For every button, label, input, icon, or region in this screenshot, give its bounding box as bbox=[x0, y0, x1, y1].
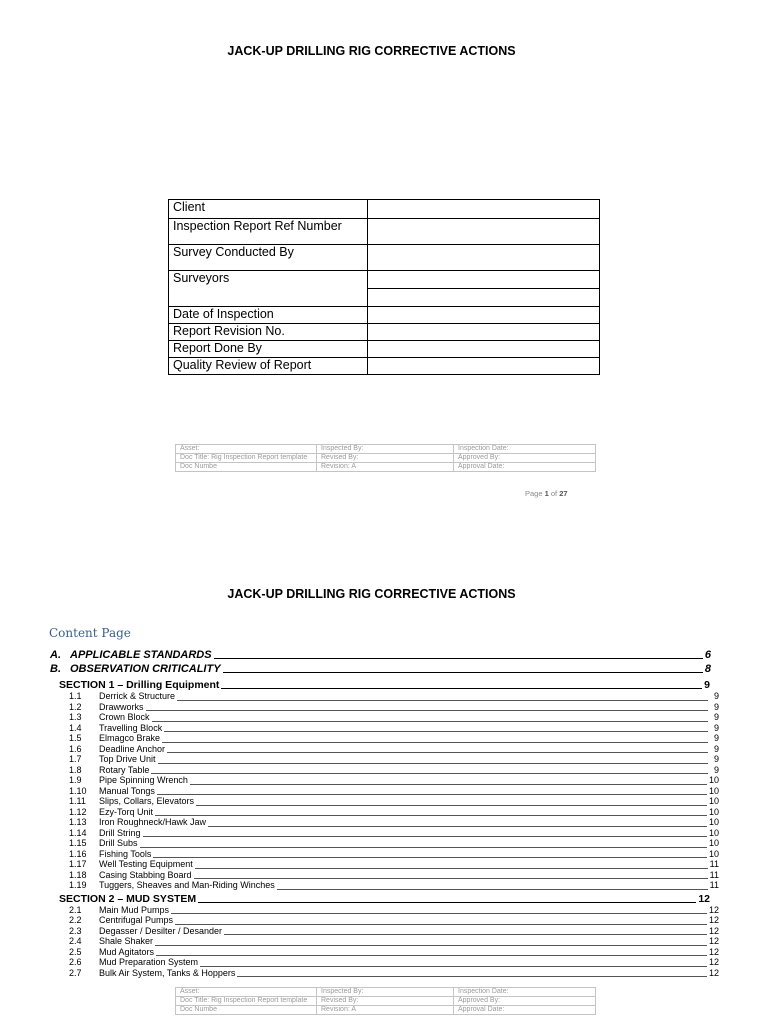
dot-leader bbox=[158, 763, 708, 764]
inspected-by-cell: Inspected By: bbox=[317, 445, 454, 454]
dot-leader bbox=[143, 836, 707, 837]
toc-item-label: Bulk Air System, Tanks & Hoppers bbox=[99, 967, 236, 978]
toc-page-number: 9 bbox=[713, 764, 719, 775]
toc-item-label: Drill Subs bbox=[99, 838, 138, 848]
asset-cell: Asset: bbox=[176, 445, 317, 454]
table-row bbox=[176, 445, 596, 454]
toc-list-item[interactable] bbox=[69, 775, 719, 786]
toc-page-number: 11 bbox=[709, 869, 719, 880]
toc-item-label: Centrifugal Pumps bbox=[99, 915, 174, 925]
toc-item-label: Casing Stabbing Board bbox=[99, 869, 192, 880]
dot-leader bbox=[194, 878, 708, 879]
report-done-by-value[interactable] bbox=[368, 341, 600, 358]
dot-leader bbox=[175, 924, 707, 925]
toc-item-number: 1.10 bbox=[69, 785, 87, 796]
table-row bbox=[169, 200, 600, 219]
toc-page-number: 9 bbox=[713, 743, 719, 754]
table-row bbox=[169, 341, 600, 358]
toc-page-number: 6 bbox=[704, 649, 711, 661]
toc-item-number: 1.19 bbox=[69, 880, 87, 890]
content-heading: Content Page bbox=[49, 626, 131, 640]
dot-leader bbox=[171, 913, 707, 914]
dot-leader bbox=[153, 857, 707, 858]
ref-number-value[interactable] bbox=[368, 219, 600, 245]
table-row bbox=[169, 307, 600, 324]
dot-leader bbox=[156, 955, 707, 956]
toc-item-number: 1.18 bbox=[69, 869, 87, 880]
date-of-inspection-label: Date of Inspection bbox=[169, 307, 368, 324]
doc-title-cell: Doc Title: Rig Inspection Report template bbox=[176, 997, 317, 1006]
approved-by-cell: Approved By: bbox=[454, 997, 596, 1006]
dot-leader bbox=[167, 752, 708, 753]
toc-item-number: 2.7 bbox=[69, 967, 82, 978]
dot-leader bbox=[223, 672, 703, 673]
toc-item-label: Rotary Table bbox=[99, 764, 150, 775]
toc-page-number: 12 bbox=[708, 915, 719, 925]
toc-section-section1[interactable] bbox=[59, 678, 710, 691]
doc-number-cell: Doc Numbe bbox=[176, 463, 317, 472]
dot-leader bbox=[162, 742, 708, 743]
dot-leader bbox=[177, 700, 708, 701]
toc-item-label: Well Testing Equipment bbox=[99, 859, 193, 869]
revision-cell: Revision: A bbox=[317, 1006, 454, 1015]
toc-page-number: 10 bbox=[708, 796, 719, 806]
quality-review-value[interactable] bbox=[368, 358, 600, 375]
toc-list-item[interactable] bbox=[69, 870, 719, 881]
revision-value[interactable] bbox=[368, 324, 600, 341]
document-footer-table bbox=[175, 444, 596, 472]
dot-leader bbox=[214, 658, 703, 659]
toc-list-item[interactable] bbox=[69, 880, 719, 891]
toc-item-label: Pipe Spinning Wrench bbox=[99, 775, 188, 785]
surveyors-value-2[interactable] bbox=[368, 289, 600, 307]
toc-item-label: Iron Roughneck/Hawk Jaw bbox=[99, 817, 207, 827]
toc-page-number: 9 bbox=[713, 701, 719, 712]
toc-item-number: 1.12 bbox=[69, 806, 87, 817]
dot-leader bbox=[200, 966, 707, 967]
toc-list-item[interactable] bbox=[69, 915, 719, 926]
toc-list-item[interactable] bbox=[69, 859, 719, 870]
toc-item-number: 1.8 bbox=[69, 764, 82, 775]
survey-conducted-value[interactable] bbox=[368, 245, 600, 271]
asset-cell: Asset: bbox=[176, 988, 317, 997]
toc-page-number: 12 bbox=[708, 967, 719, 978]
approval-date-cell: Approval Date: bbox=[454, 1006, 596, 1015]
survey-conducted-label: Survey Conducted By bbox=[169, 245, 368, 271]
toc-item-label: Manual Tongs bbox=[99, 785, 155, 796]
toc-page-number: 12 bbox=[708, 957, 719, 967]
toc-page-number: 10 bbox=[708, 827, 719, 838]
dot-leader bbox=[164, 731, 708, 732]
toc-page-number: 12 bbox=[708, 925, 719, 936]
toc-list-item[interactable] bbox=[69, 712, 719, 723]
toc-page-number: 9 bbox=[713, 733, 719, 743]
toc-label: APPLICABLE STANDARDS bbox=[70, 649, 212, 661]
toc-item-number: 1.4 bbox=[69, 722, 82, 733]
table-row bbox=[176, 1006, 596, 1015]
toc-list-item[interactable] bbox=[69, 744, 719, 755]
toc-page-number: 9 bbox=[713, 722, 719, 733]
toc-item-label: Crown Block bbox=[99, 712, 150, 722]
table-row bbox=[169, 219, 600, 245]
toc-page-number: 10 bbox=[708, 775, 719, 785]
table-row bbox=[169, 271, 600, 289]
toc-item-label: Drawworks bbox=[99, 701, 144, 712]
toc-item-label: Tuggers, Sheaves and Man-Riding Winches bbox=[99, 880, 275, 890]
page-current: 1 bbox=[544, 489, 549, 498]
toc-list-item[interactable] bbox=[69, 828, 719, 839]
toc-list-item[interactable] bbox=[69, 765, 719, 776]
toc-list-item[interactable] bbox=[69, 807, 719, 818]
toc-item-number: 1.14 bbox=[69, 827, 87, 838]
toc-list-item[interactable] bbox=[69, 786, 719, 797]
report-done-by-label: Report Done By bbox=[169, 341, 368, 358]
toc-item-number: 1.16 bbox=[69, 848, 87, 859]
toc-page-number: 12 bbox=[708, 946, 719, 957]
toc-item-number: 1.11 bbox=[69, 796, 86, 806]
approved-by-cell: Approved By: bbox=[454, 454, 596, 463]
toc-list-item[interactable] bbox=[69, 754, 719, 765]
toc-page-number: 11 bbox=[709, 880, 719, 890]
doc-title-cell: Doc Title: Rig Inspection Report template bbox=[176, 454, 317, 463]
toc-list-item[interactable] bbox=[69, 817, 719, 828]
page-prefix: Page bbox=[525, 489, 543, 498]
toc-item-number: 2.3 bbox=[69, 925, 82, 936]
dot-leader bbox=[146, 710, 708, 711]
toc-label: SECTION 2 – MUD SYSTEM bbox=[59, 892, 197, 905]
page-total: 27 bbox=[559, 489, 568, 498]
toc-letter: A. bbox=[50, 649, 61, 661]
toc-page-number: 10 bbox=[708, 838, 719, 848]
toc-letter: B. bbox=[50, 663, 61, 675]
page-title: JACK-UP DRILLING RIG CORRECTIVE ACTIONS bbox=[227, 44, 516, 58]
toc-page-number: 12 bbox=[698, 892, 710, 905]
toc-item-label: Fishing Tools bbox=[99, 848, 152, 859]
toc-item-label: Deadline Anchor bbox=[99, 743, 166, 754]
table-row bbox=[176, 997, 596, 1006]
toc-item-label: Shale Shaker bbox=[99, 936, 154, 946]
toc-list-item[interactable] bbox=[69, 968, 719, 979]
toc-label: OBSERVATION CRITICALITY bbox=[70, 663, 221, 675]
toc-list-item[interactable] bbox=[69, 926, 719, 937]
page-number bbox=[525, 489, 568, 498]
inspection-date-cell: Inspection Date: bbox=[454, 988, 596, 997]
toc-item-number: 1.3 bbox=[69, 712, 82, 722]
toc-item-number: 1.1 bbox=[69, 691, 82, 701]
toc-item-label: Slips, Collars, Elevators bbox=[99, 796, 195, 806]
toc-page-number: 10 bbox=[708, 848, 719, 859]
surveyors-value-1[interactable] bbox=[368, 271, 600, 289]
toc-item-number: 2.4 bbox=[69, 936, 82, 946]
dot-leader bbox=[190, 784, 707, 785]
toc-item-number: 2.6 bbox=[69, 957, 82, 967]
dot-leader bbox=[140, 847, 707, 848]
ref-number-label: Inspection Report Ref Number bbox=[169, 219, 368, 245]
report-info-table bbox=[168, 199, 600, 375]
toc-page-number: 9 bbox=[713, 712, 719, 722]
client-label: Client bbox=[169, 200, 368, 219]
revision-label: Report Revision No. bbox=[169, 324, 368, 341]
toc-item-number: 1.9 bbox=[69, 775, 82, 785]
toc-main-item[interactable] bbox=[50, 647, 711, 661]
toc-list-item[interactable] bbox=[69, 849, 719, 860]
dot-leader bbox=[208, 826, 707, 827]
dot-leader bbox=[155, 815, 707, 816]
dot-leader bbox=[195, 868, 708, 869]
toc-page-number: 12 bbox=[708, 936, 719, 946]
table-row bbox=[176, 454, 596, 463]
toc-page-number: 11 bbox=[709, 859, 719, 869]
toc-page-number: 10 bbox=[708, 806, 719, 817]
toc-item-number: 2.1 bbox=[69, 904, 82, 915]
toc-item-label: Main Mud Pumps bbox=[99, 904, 170, 915]
dot-leader bbox=[221, 688, 702, 689]
surveyors-label: Surveyors bbox=[169, 271, 368, 307]
toc-page-number: 9 bbox=[704, 679, 710, 691]
toc-item-label: Derrick & Structure bbox=[99, 691, 176, 701]
toc-list-item[interactable] bbox=[69, 936, 719, 947]
toc-main-item[interactable] bbox=[50, 661, 711, 675]
toc-section-section2[interactable] bbox=[59, 892, 710, 905]
inspection-date-cell: Inspection Date: bbox=[454, 445, 596, 454]
toc-item-label: Elmagco Brake bbox=[99, 733, 161, 743]
toc-list-item[interactable] bbox=[69, 702, 719, 713]
toc-page-number: 10 bbox=[708, 785, 719, 796]
toc-item-number: 2.5 bbox=[69, 946, 82, 957]
toc-item-number: 1.7 bbox=[69, 754, 82, 764]
dot-leader bbox=[152, 721, 708, 722]
page-title-2: JACK-UP DRILLING RIG CORRECTIVE ACTIONS bbox=[227, 587, 516, 601]
toc-page-number: 12 bbox=[708, 904, 719, 915]
revised-by-cell: Revised By: bbox=[317, 454, 454, 463]
dot-leader bbox=[277, 889, 708, 890]
toc-item-number: 1.5 bbox=[69, 733, 82, 743]
toc-list-item[interactable] bbox=[69, 723, 719, 734]
toc-item-label: Mud Agitators bbox=[99, 946, 155, 957]
toc-item-label: Drill String bbox=[99, 827, 141, 838]
revision-cell: Revision: A bbox=[317, 463, 454, 472]
toc-list-item[interactable] bbox=[69, 957, 719, 968]
approval-date-cell: Approval Date: bbox=[454, 463, 596, 472]
dot-leader bbox=[237, 976, 707, 977]
inspected-by-cell: Inspected By: bbox=[317, 988, 454, 997]
toc-page-number: 10 bbox=[708, 817, 719, 827]
toc-list-item[interactable] bbox=[69, 691, 719, 702]
dot-leader bbox=[151, 773, 708, 774]
toc-page-number: 9 bbox=[713, 754, 719, 764]
toc-list-item[interactable] bbox=[69, 905, 719, 916]
revised-by-cell: Revised By: bbox=[317, 997, 454, 1006]
doc-number-cell: Doc Numbe bbox=[176, 1006, 317, 1015]
table-row bbox=[169, 245, 600, 271]
table-row bbox=[169, 324, 600, 341]
toc-item-label: Ezy-Torq Unit bbox=[99, 806, 154, 817]
quality-review-label: Quality Review of Report bbox=[169, 358, 368, 375]
toc-list-item[interactable] bbox=[69, 796, 719, 807]
toc-page-number: 9 bbox=[713, 691, 719, 701]
table-row bbox=[169, 358, 600, 375]
toc-list-item[interactable] bbox=[69, 733, 719, 744]
dot-leader bbox=[196, 805, 707, 806]
toc-label: SECTION 1 – Drilling Equipment bbox=[59, 679, 220, 691]
toc-item-number: 2.2 bbox=[69, 915, 82, 925]
dot-leader bbox=[157, 794, 707, 795]
toc-item-number: 1.13 bbox=[69, 817, 87, 827]
dot-leader bbox=[155, 945, 707, 946]
toc-item-number: 1.6 bbox=[69, 743, 82, 754]
table-row bbox=[176, 988, 596, 997]
toc-item-label: Degasser / Desilter / Desander bbox=[99, 925, 223, 936]
client-value[interactable] bbox=[368, 200, 600, 219]
dot-leader bbox=[198, 902, 696, 903]
toc-list-item[interactable] bbox=[69, 947, 719, 958]
toc-item-number: 1.2 bbox=[69, 701, 82, 712]
page-of: of bbox=[550, 489, 558, 498]
toc-item-label: Mud Preparation System bbox=[99, 957, 199, 967]
dot-leader bbox=[224, 934, 707, 935]
toc-page-number: 8 bbox=[704, 663, 711, 675]
table-row bbox=[176, 463, 596, 472]
toc-item-number: 1.17 bbox=[69, 859, 87, 869]
document-footer-table-2 bbox=[175, 987, 596, 1015]
toc-item-label: Top Drive Unit bbox=[99, 754, 156, 764]
toc-item-label: Travelling Block bbox=[99, 722, 163, 733]
date-of-inspection-value[interactable] bbox=[368, 307, 600, 324]
toc-list-item[interactable] bbox=[69, 838, 719, 849]
toc-item-number: 1.15 bbox=[69, 838, 87, 848]
